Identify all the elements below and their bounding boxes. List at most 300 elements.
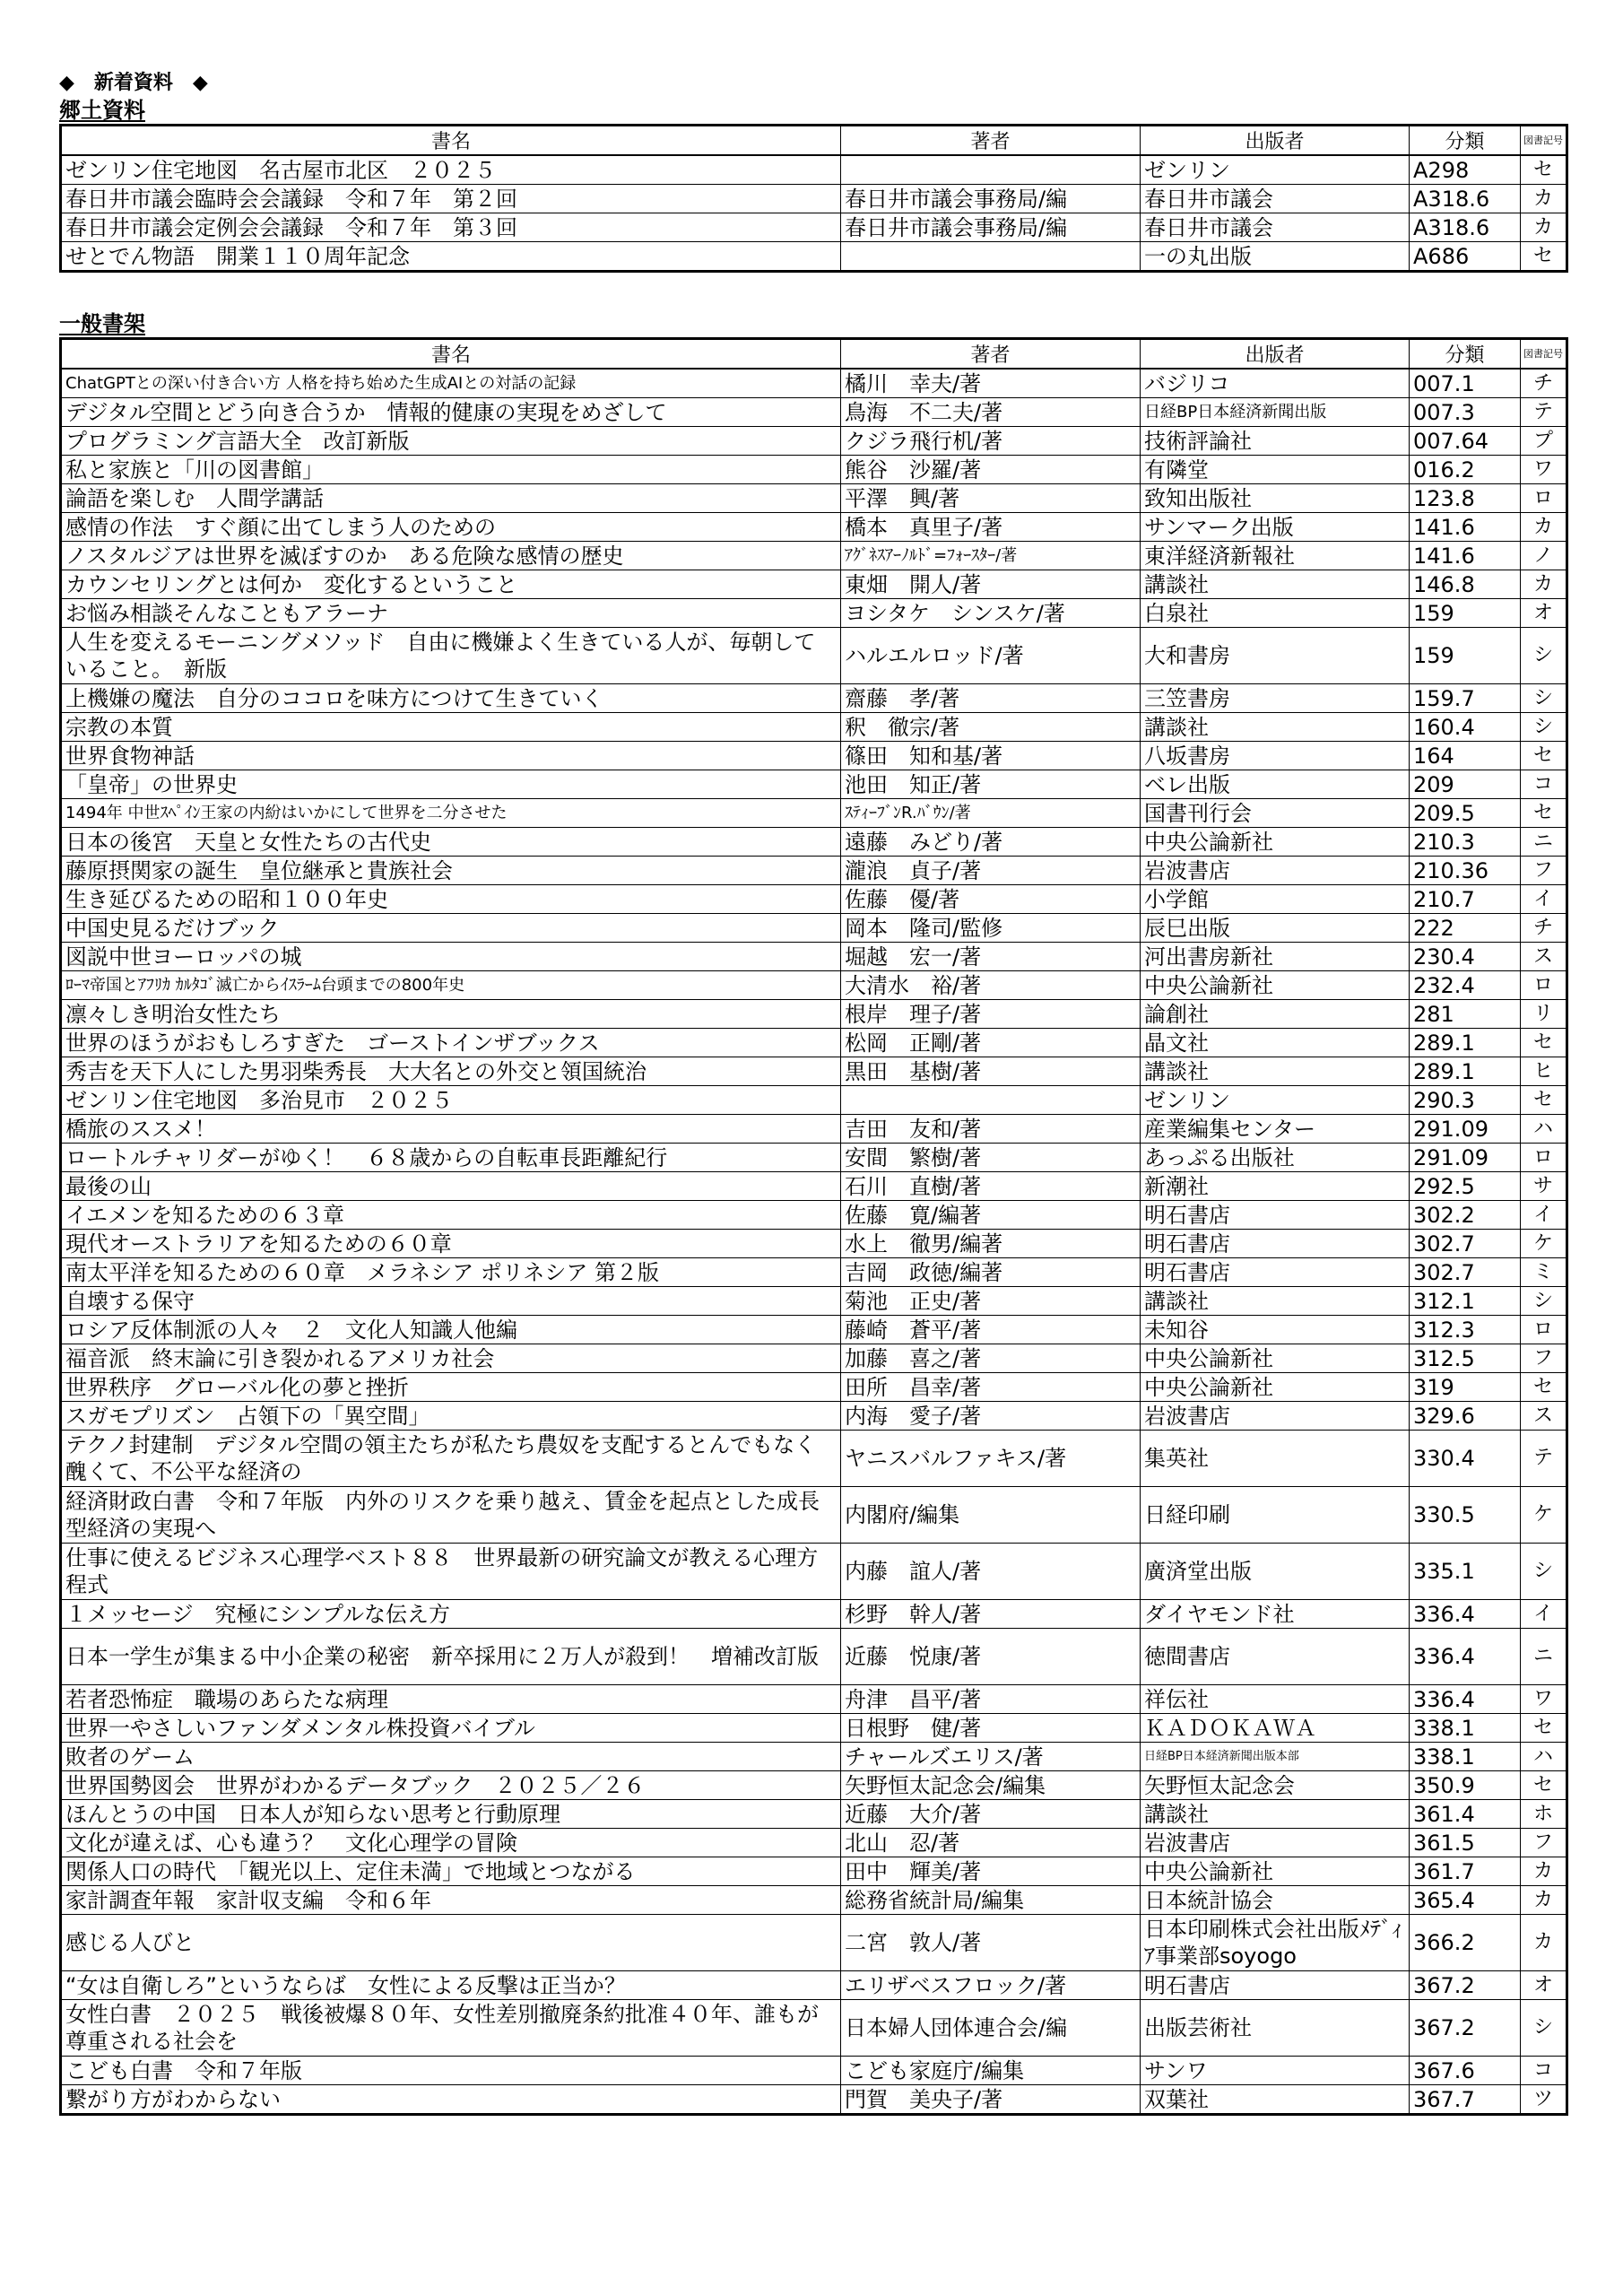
book-code: カ	[1521, 1886, 1567, 1915]
book-classification: 338.1	[1410, 1714, 1521, 1743]
table-row	[61, 1057, 1567, 1086]
book-code: カ	[1521, 213, 1567, 242]
book-classification: 291.09	[1410, 1144, 1521, 1172]
book-publisher: 春日井市議会	[1141, 213, 1410, 242]
book-code: サ	[1521, 1172, 1567, 1201]
table-row	[61, 1230, 1567, 1258]
book-author: 篠田 知和基/著	[841, 742, 1141, 770]
book-title: 感情の作法 すぐ顔に出てしまう人のための	[61, 513, 841, 542]
book-code: シ	[1521, 2000, 1567, 2057]
book-title: 自壊する保守	[61, 1287, 841, 1316]
book-publisher: 日本印刷株式会社出版ﾒﾃﾞｨｱ事業部soyogo	[1141, 1915, 1410, 1971]
book-publisher: 岩波書店	[1141, 857, 1410, 885]
book-title: “女は自衛しろ”というならば 女性による反撃は正当か？	[61, 1971, 841, 2000]
book-code: テ	[1521, 398, 1567, 427]
book-code: セ	[1521, 742, 1567, 770]
book-publisher: 未知谷	[1141, 1316, 1410, 1344]
book-code: ニ	[1521, 1629, 1567, 1685]
book-author: 田中 輝美/著	[841, 1857, 1141, 1886]
book-code: シ	[1521, 1544, 1567, 1600]
book-publisher: ベレ出版	[1141, 770, 1410, 799]
book-title: 「皇帝」の世界史	[61, 770, 841, 799]
book-author: ヤニスバルファキス/著	[841, 1431, 1141, 1487]
document-page	[59, 70, 1566, 2116]
book-classification: 141.6	[1410, 542, 1521, 570]
book-classification: 312.1	[1410, 1287, 1521, 1316]
book-classification: 210.3	[1410, 828, 1521, 857]
book-author: 内海 愛子/著	[841, 1402, 1141, 1431]
book-author: ヨシタケ シンスケ/著	[841, 599, 1141, 628]
book-author: 舟津 昌平/著	[841, 1685, 1141, 1714]
book-classification: A686	[1410, 242, 1521, 272]
column-header-title: 書名	[61, 126, 841, 156]
table-row	[61, 628, 1567, 684]
book-title: 人生を変えるモーニングメソッド 自由に機嫌よく生きている人が、毎朝していること。 新版	[61, 628, 841, 684]
book-code: コ	[1521, 2057, 1567, 2085]
book-title: ゼンリン住宅地図 多治見市 ２０２５	[61, 1086, 841, 1115]
book-author: 門賀 美央子/著	[841, 2085, 1141, 2115]
table-row	[61, 2000, 1567, 2057]
table-row	[61, 1544, 1567, 1600]
table-row	[61, 369, 1567, 398]
book-publisher: 中央公論新社	[1141, 1857, 1410, 1886]
book-code: リ	[1521, 1000, 1567, 1029]
book-classification: 361.4	[1410, 1800, 1521, 1829]
table-row	[61, 1971, 1567, 2000]
book-publisher: あっぷる出版社	[1141, 1144, 1410, 1172]
table-row	[61, 1915, 1567, 1971]
book-classification: 007.1	[1410, 369, 1521, 398]
book-title: 世界食物神話	[61, 742, 841, 770]
book-title: ロートルチャリダーがゆく！ ６８歳からの自転車長距離紀行	[61, 1144, 841, 1172]
book-code: ス	[1521, 1402, 1567, 1431]
book-code: カ	[1521, 185, 1567, 213]
book-publisher: 晶文社	[1141, 1029, 1410, 1057]
book-title: プログラミング言語大全 改訂新版	[61, 427, 841, 456]
book-author: 菊池 正史/著	[841, 1287, 1141, 1316]
table-row	[61, 542, 1567, 570]
book-title: ゼンリン住宅地図 名古屋市北区 ２０２５	[61, 155, 841, 185]
book-code: イ	[1521, 1201, 1567, 1230]
book-author: ハルエルロッド/著	[841, 628, 1141, 684]
book-code: カ	[1521, 513, 1567, 542]
book-classification: 159	[1410, 628, 1521, 684]
table-row	[61, 599, 1567, 628]
book-publisher: 講談社	[1141, 713, 1410, 742]
table-row	[61, 2057, 1567, 2085]
book-author: 内藤 誼人/著	[841, 1544, 1141, 1600]
column-header-author: 著者	[841, 339, 1141, 370]
table-row	[61, 1800, 1567, 1829]
book-publisher: 矢野恒太記念会	[1141, 1771, 1410, 1800]
book-title: 中国史見るだけブック	[61, 914, 841, 943]
column-header-classification: 分類	[1410, 126, 1521, 156]
book-code: ミ	[1521, 1258, 1567, 1287]
book-classification: 210.36	[1410, 857, 1521, 885]
book-code: チ	[1521, 369, 1567, 398]
book-classification: 222	[1410, 914, 1521, 943]
book-author: 二宮 敦人/著	[841, 1915, 1141, 1971]
book-code: セ	[1521, 1373, 1567, 1402]
table-row	[61, 1743, 1567, 1771]
book-publisher: 新潮社	[1141, 1172, 1410, 1201]
book-publisher: ダイヤモンド社	[1141, 1600, 1410, 1629]
book-code: テ	[1521, 1431, 1567, 1487]
table-row	[61, 770, 1567, 799]
book-title: スガモプリズン 占領下の「異空間」	[61, 1402, 841, 1431]
book-code: シ	[1521, 684, 1567, 713]
book-classification: 209.5	[1410, 799, 1521, 828]
book-code: セ	[1521, 1771, 1567, 1800]
book-title: 日本一学生が集まる中小企業の秘密 新卒採用に２万人が殺到！ 増補改訂版	[61, 1629, 841, 1685]
table-row	[61, 185, 1567, 213]
book-title: 藤原摂関家の誕生 皇位継承と貴族社会	[61, 857, 841, 885]
book-code: ハ	[1521, 1743, 1567, 1771]
book-author: 近藤 悦康/著	[841, 1629, 1141, 1685]
book-code: セ	[1521, 1029, 1567, 1057]
book-title: カウンセリングとは何か 変化するということ	[61, 570, 841, 599]
book-publisher: 致知出版社	[1141, 484, 1410, 513]
book-publisher: 小学館	[1141, 885, 1410, 914]
book-classification: 367.2	[1410, 1971, 1521, 2000]
table-row	[61, 1258, 1567, 1287]
table-row	[61, 742, 1567, 770]
book-author: 遠藤 みどり/著	[841, 828, 1141, 857]
book-code: ハ	[1521, 1115, 1567, 1144]
book-title: イエメンを知るための６３章	[61, 1201, 841, 1230]
book-publisher: ＫＡＤＯＫＡＷＡ	[1141, 1714, 1410, 1743]
book-title: 春日井市議会臨時会会議録 令和７年 第２回	[61, 185, 841, 213]
book-title: 世界国勢図会 世界がわかるデータブック ２０２５／２６	[61, 1771, 841, 1800]
book-author: 安間 繁樹/著	[841, 1144, 1141, 1172]
book-title: 経済財政白書 令和７年版 内外のリスクを乗り越え、賃金を起点とした成長型経済の実現へ	[61, 1487, 841, 1544]
book-author: 東畑 開人/著	[841, 570, 1141, 599]
book-classification: 338.1	[1410, 1743, 1521, 1771]
book-author: こども家庭庁/編集	[841, 2057, 1141, 2085]
local-materials-rows	[61, 155, 1567, 272]
book-code: オ	[1521, 599, 1567, 628]
book-classification: 367.7	[1410, 2085, 1521, 2115]
book-code: セ	[1521, 242, 1567, 272]
book-author: 橋本 真里子/著	[841, 513, 1141, 542]
book-author: 熊谷 沙羅/著	[841, 456, 1141, 484]
table-row	[61, 1600, 1567, 1629]
book-title: 凛々しき明治女性たち	[61, 1000, 841, 1029]
table-row	[61, 1714, 1567, 1743]
book-classification: 291.09	[1410, 1115, 1521, 1144]
book-classification: 141.6	[1410, 513, 1521, 542]
book-code: フ	[1521, 857, 1567, 885]
book-title: ChatGPTとの深い付き合い方 人格を持ち始めた生成AIとの対話の記録	[61, 369, 841, 398]
book-publisher: 国書刊行会	[1141, 799, 1410, 828]
book-publisher: サンマーク出版	[1141, 513, 1410, 542]
book-code: ロ	[1521, 1144, 1567, 1172]
book-publisher: 講談社	[1141, 570, 1410, 599]
book-classification: 312.3	[1410, 1316, 1521, 1344]
book-author: クジラ飛行机/著	[841, 427, 1141, 456]
book-author: 吉田 友和/著	[841, 1115, 1141, 1144]
table-row	[61, 1086, 1567, 1115]
book-code: シ	[1521, 1287, 1567, 1316]
book-classification: 365.4	[1410, 1886, 1521, 1915]
table-row	[61, 1629, 1567, 1685]
table-row	[61, 1373, 1567, 1402]
book-publisher: 明石書店	[1141, 1230, 1410, 1258]
table-row	[61, 1000, 1567, 1029]
book-title: テクノ封建制 デジタル空間の領主たちが私たち農奴を支配するとんでもなく醜くて、不公平な経済の	[61, 1431, 841, 1487]
book-publisher: 集英社	[1141, 1431, 1410, 1487]
book-author: 杉野 幹人/著	[841, 1600, 1141, 1629]
book-classification: 330.5	[1410, 1487, 1521, 1544]
table-row	[61, 242, 1567, 272]
book-code: ス	[1521, 943, 1567, 971]
table-row	[61, 857, 1567, 885]
book-title: 橋旅のススメ！	[61, 1115, 841, 1144]
book-code: セ	[1521, 155, 1567, 185]
book-publisher: 廣済堂出版	[1141, 1544, 1410, 1600]
book-classification: 366.2	[1410, 1915, 1521, 1971]
book-publisher: 大和書房	[1141, 628, 1410, 684]
book-author	[841, 155, 1141, 185]
book-code: ロ	[1521, 1316, 1567, 1344]
book-classification: 302.2	[1410, 1201, 1521, 1230]
book-classification: 302.7	[1410, 1258, 1521, 1287]
book-publisher: 講談社	[1141, 1800, 1410, 1829]
book-code: ツ	[1521, 2085, 1567, 2115]
book-title: 女性白書 ２０２５ 戦後被爆８０年、女性差別撤廃条約批准４０年、誰もが尊重される社会を	[61, 2000, 841, 2057]
book-classification: 164	[1410, 742, 1521, 770]
book-author: チャールズエリス/著	[841, 1743, 1141, 1771]
book-publisher: バジリコ	[1141, 369, 1410, 398]
book-title: 関係人口の時代 「観光以上、定住未満」で地域とつながる	[61, 1857, 841, 1886]
table-row	[61, 213, 1567, 242]
book-code: セ	[1521, 799, 1567, 828]
book-classification: 159.7	[1410, 684, 1521, 713]
table-row	[61, 1771, 1567, 1800]
table-row	[61, 713, 1567, 742]
book-classification: 336.4	[1410, 1600, 1521, 1629]
book-code: ケ	[1521, 1230, 1567, 1258]
book-publisher: 辰巳出版	[1141, 914, 1410, 943]
table-row	[61, 1685, 1567, 1714]
book-code: イ	[1521, 1600, 1567, 1629]
book-publisher: 岩波書店	[1141, 1829, 1410, 1857]
book-publisher: 産業編集センター	[1141, 1115, 1410, 1144]
book-title: 図説中世ヨーロッパの城	[61, 943, 841, 971]
book-title: せとでん物語 開業１１０周年記念	[61, 242, 841, 272]
table-row	[61, 1172, 1567, 1201]
table-row	[61, 155, 1567, 185]
book-author: 堀越 宏一/著	[841, 943, 1141, 971]
book-title: 1494年 中世ｽﾍﾟｲﾝ王家の内紛はいかにして世界を二分させた	[61, 799, 841, 828]
section-title-general: 一般書架	[59, 311, 145, 336]
book-title: 若者恐怖症 職場のあらたな病理	[61, 1685, 841, 1714]
book-classification: 159	[1410, 599, 1521, 628]
book-author: 釈 徹宗/著	[841, 713, 1141, 742]
book-classification: 312.5	[1410, 1344, 1521, 1373]
book-author: 加藤 喜之/著	[841, 1344, 1141, 1373]
book-author: 日本婦人団体連合会/編	[841, 2000, 1141, 2057]
book-title: こども白書 令和７年版	[61, 2057, 841, 2085]
book-classification: 289.1	[1410, 1057, 1521, 1086]
book-classification: A318.6	[1410, 213, 1521, 242]
table-row	[61, 943, 1567, 971]
book-author: 瀧浪 貞子/著	[841, 857, 1141, 885]
book-code: ワ	[1521, 1685, 1567, 1714]
table-row	[61, 1115, 1567, 1144]
book-code: カ	[1521, 1915, 1567, 1971]
book-code: ニ	[1521, 828, 1567, 857]
book-publisher: 講談社	[1141, 1287, 1410, 1316]
book-classification: 160.4	[1410, 713, 1521, 742]
column-header-author: 著者	[841, 126, 1141, 156]
book-publisher: 日経印刷	[1141, 1487, 1410, 1544]
book-title: 私と家族と「川の図書館」	[61, 456, 841, 484]
book-publisher: 祥伝社	[1141, 1685, 1410, 1714]
book-classification: 289.1	[1410, 1029, 1521, 1057]
book-author: 松岡 正剛/著	[841, 1029, 1141, 1057]
book-classification: 361.7	[1410, 1857, 1521, 1886]
book-code: ホ	[1521, 1800, 1567, 1829]
book-title: 現代オーストラリアを知るための６０章	[61, 1230, 841, 1258]
book-title: 秀吉を天下人にした男羽柴秀長 大大名との外交と領国統治	[61, 1057, 841, 1086]
table-row	[61, 1201, 1567, 1230]
general-shelf-table	[59, 337, 1568, 2116]
table-row	[61, 684, 1567, 713]
book-publisher: 河出書房新社	[1141, 943, 1410, 971]
book-author: 岡本 隆司/監修	[841, 914, 1141, 943]
table-row	[61, 1886, 1567, 1915]
book-classification: 007.64	[1410, 427, 1521, 456]
book-author: 佐藤 寛/編著	[841, 1201, 1141, 1230]
table-header-row	[61, 339, 1567, 370]
book-code: オ	[1521, 1971, 1567, 2000]
book-title: １メッセージ 究極にシンプルな伝え方	[61, 1600, 841, 1629]
book-title: ﾛｰﾏ帝国とｱﾌﾘｶ ｶﾙﾀｺﾞ滅亡からｲｽﾗｰﾑ台頭までの800年史	[61, 971, 841, 1000]
book-title: ロシア反体制派の人々 ２ 文化人知識人他編	[61, 1316, 841, 1344]
book-publisher: 有隣堂	[1141, 456, 1410, 484]
book-author: 橘川 幸夫/著	[841, 369, 1141, 398]
table-row	[61, 1287, 1567, 1316]
book-publisher: 中央公論新社	[1141, 1373, 1410, 1402]
book-classification: 361.5	[1410, 1829, 1521, 1857]
book-code: プ	[1521, 427, 1567, 456]
book-publisher: 明石書店	[1141, 1201, 1410, 1230]
book-classification: 007.3	[1410, 398, 1521, 427]
book-classification: 330.4	[1410, 1431, 1521, 1487]
book-title: 上機嫌の魔法 自分のココロを味方につけて生きていく	[61, 684, 841, 713]
book-publisher: 出版芸術社	[1141, 2000, 1410, 2057]
book-code: セ	[1521, 1086, 1567, 1115]
book-code: カ	[1521, 1857, 1567, 1886]
book-classification: 367.6	[1410, 2057, 1521, 2085]
book-code: シ	[1521, 713, 1567, 742]
table-row	[61, 1487, 1567, 1544]
book-code: ノ	[1521, 542, 1567, 570]
column-header-title: 書名	[61, 339, 841, 370]
book-title: 論語を楽しむ 人間学講話	[61, 484, 841, 513]
book-classification: A318.6	[1410, 185, 1521, 213]
book-publisher: 論創社	[1141, 1000, 1410, 1029]
book-publisher: サンワ	[1141, 2057, 1410, 2085]
table-row	[61, 2085, 1567, 2115]
book-publisher: 日経BP日本経済新聞出版	[1141, 398, 1410, 427]
table-row	[61, 914, 1567, 943]
book-title: ほんとうの中国 日本人が知らない思考と行動原理	[61, 1800, 841, 1829]
book-code: セ	[1521, 1714, 1567, 1743]
book-title: 家計調査年報 家計収支編 令和６年	[61, 1886, 841, 1915]
book-publisher: 中央公論新社	[1141, 828, 1410, 857]
book-code: ワ	[1521, 456, 1567, 484]
general-shelf-rows	[61, 369, 1567, 2115]
table-header-row	[61, 126, 1567, 156]
book-classification: 302.7	[1410, 1230, 1521, 1258]
book-classification: 290.3	[1410, 1086, 1521, 1115]
book-publisher: 明石書店	[1141, 1258, 1410, 1287]
book-publisher: 春日井市議会	[1141, 185, 1410, 213]
book-title: 福音派 終末論に引き裂かれるアメリカ社会	[61, 1344, 841, 1373]
book-author: エリザベスフロック/著	[841, 1971, 1141, 2000]
book-author	[841, 1086, 1141, 1115]
book-author: 矢野恒太記念会/編集	[841, 1771, 1141, 1800]
book-title: 世界のほうがおもしろすぎた ゴーストインザブックス	[61, 1029, 841, 1057]
book-author: 春日井市議会事務局/編	[841, 213, 1141, 242]
book-classification: 209	[1410, 770, 1521, 799]
book-publisher: 白泉社	[1141, 599, 1410, 628]
book-code: ヒ	[1521, 1057, 1567, 1086]
book-code: ロ	[1521, 484, 1567, 513]
table-row	[61, 1344, 1567, 1373]
section-title-local: 郷土資料	[59, 98, 145, 123]
book-code: イ	[1521, 885, 1567, 914]
book-publisher: 徳間書店	[1141, 1629, 1410, 1685]
book-publisher: 講談社	[1141, 1057, 1410, 1086]
column-header-code: 図書記号	[1521, 126, 1567, 156]
book-classification: 319	[1410, 1373, 1521, 1402]
book-publisher: 日本統計協会	[1141, 1886, 1410, 1915]
book-publisher: 明石書店	[1141, 1971, 1410, 2000]
book-author: ｱｸﾞﾈｽｱｰﾉﾙﾄﾞ=ﾌｫｰｽﾀｰ/著	[841, 542, 1141, 570]
book-code: カ	[1521, 570, 1567, 599]
book-title: 南太平洋を知るための６０章 メラネシア ポリネシア 第２版	[61, 1258, 841, 1287]
book-publisher: 中央公論新社	[1141, 971, 1410, 1000]
book-publisher: ゼンリン	[1141, 1086, 1410, 1115]
book-publisher: 技術評論社	[1141, 427, 1410, 456]
book-author: 近藤 大介/著	[841, 1800, 1141, 1829]
table-row	[61, 484, 1567, 513]
table-row	[61, 456, 1567, 484]
book-author	[841, 242, 1141, 272]
book-publisher: 双葉社	[1141, 2085, 1410, 2115]
book-author: 田所 昌幸/著	[841, 1373, 1141, 1402]
book-classification: 123.8	[1410, 484, 1521, 513]
book-classification: 281	[1410, 1000, 1521, 1029]
table-row	[61, 1144, 1567, 1172]
book-classification: 335.1	[1410, 1544, 1521, 1600]
book-code: ロ	[1521, 971, 1567, 1000]
table-row	[61, 828, 1567, 857]
book-author: 平澤 興/著	[841, 484, 1141, 513]
book-classification: 146.8	[1410, 570, 1521, 599]
table-row	[61, 1316, 1567, 1344]
book-classification: 336.4	[1410, 1629, 1521, 1685]
book-author: ｽﾃｨｰﾌﾞﾝR.ﾊﾞｳﾝ/著	[841, 799, 1141, 828]
book-publisher: 東洋経済新報社	[1141, 542, 1410, 570]
book-classification: 016.2	[1410, 456, 1521, 484]
book-author: 齋藤 孝/著	[841, 684, 1141, 713]
book-title: 春日井市議会定例会会議録 令和７年 第３回	[61, 213, 841, 242]
book-code: シ	[1521, 628, 1567, 684]
